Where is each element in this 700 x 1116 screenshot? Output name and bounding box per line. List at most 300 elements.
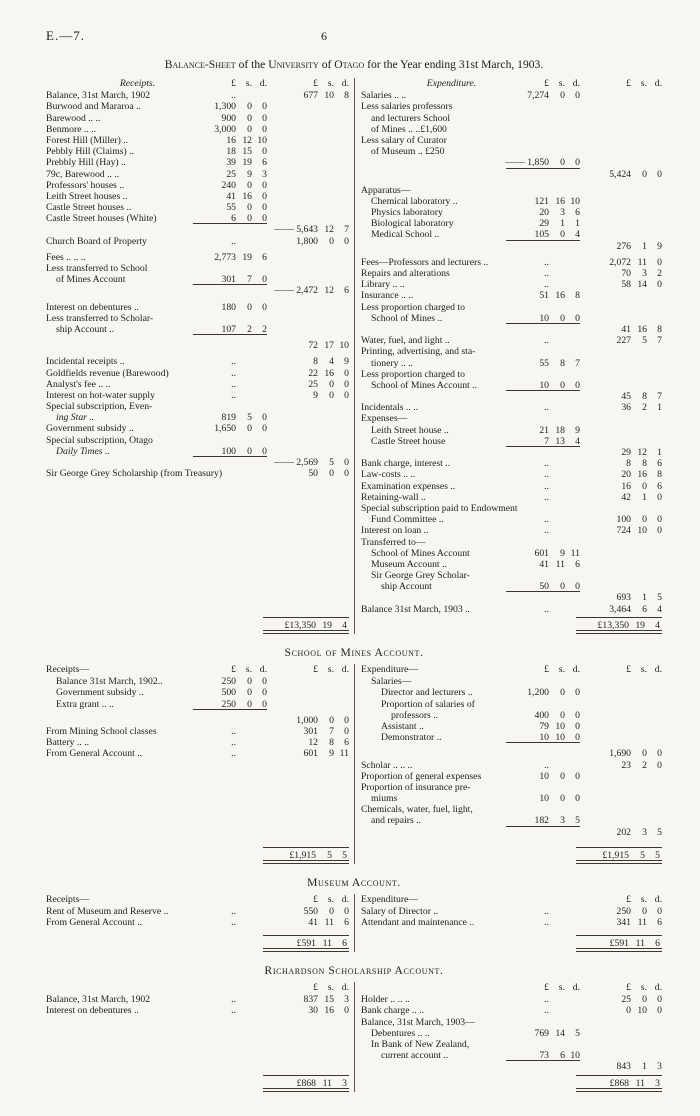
pence-value: 0 bbox=[575, 770, 580, 782]
pounds-value: 250 bbox=[616, 906, 631, 918]
shillings-value bbox=[549, 257, 565, 268]
pence-value: 0 bbox=[657, 256, 662, 268]
pence-value: d. bbox=[572, 982, 580, 993]
amount-inner-column bbox=[506, 290, 580, 301]
pence-value bbox=[565, 1005, 580, 1016]
amount-inner-column bbox=[506, 302, 580, 313]
amount-outer-column bbox=[584, 732, 662, 743]
shillings-value: s. bbox=[245, 78, 252, 89]
shillings-value bbox=[236, 726, 252, 737]
row-label: From General Account .. bbox=[46, 917, 143, 929]
museum-title: Museum Account. bbox=[307, 876, 401, 889]
row-label: Receipts— bbox=[46, 894, 90, 905]
row-label: Attendant and maintenance .. bbox=[361, 917, 475, 929]
pence-value: 0 bbox=[262, 445, 267, 457]
shillings-value: 0 bbox=[560, 157, 565, 169]
amount-outer-column bbox=[584, 302, 662, 313]
pounds-value: 6 bbox=[231, 213, 236, 225]
row-label: Proportion of insurance pre- bbox=[361, 781, 471, 793]
pounds-value: 16 bbox=[621, 480, 631, 492]
amount-inner-column bbox=[506, 782, 580, 793]
pounds-value: 276 bbox=[616, 240, 631, 252]
amount-inner-column bbox=[193, 687, 267, 698]
pounds-value: 41 bbox=[308, 917, 318, 929]
pounds-value: 550 bbox=[303, 906, 318, 918]
row-label: Director and lecturers .. bbox=[381, 687, 473, 699]
pounds-value: .. bbox=[231, 90, 236, 102]
shillings-value: 10 bbox=[637, 1005, 647, 1017]
shillings-value bbox=[549, 458, 565, 469]
shillings-value bbox=[236, 917, 252, 928]
pence-value: 8 bbox=[657, 469, 662, 481]
som-expenditure-column bbox=[354, 664, 662, 864]
pence-value: 0 bbox=[344, 725, 349, 737]
ledger-row bbox=[361, 1028, 662, 1039]
shillings-value: 10 bbox=[555, 720, 565, 732]
pence-value: 1 bbox=[657, 402, 662, 414]
pence-value: 11 bbox=[339, 748, 349, 760]
pence-value: 0 bbox=[262, 123, 267, 135]
ledger-row bbox=[361, 1061, 662, 1072]
pounds-value: .. bbox=[544, 525, 549, 537]
pence-value: 6 bbox=[657, 458, 662, 470]
pounds-value: £868 bbox=[609, 1078, 629, 1089]
amount-outer-column bbox=[576, 935, 662, 952]
amount-inner-column bbox=[193, 313, 267, 324]
shillings-value bbox=[236, 748, 252, 759]
pence-value: 0 bbox=[575, 90, 580, 102]
shillings-value: 12 bbox=[324, 285, 334, 297]
amount-inner-column bbox=[506, 1081, 580, 1092]
amount-outer-column bbox=[584, 313, 662, 324]
pence-value: d. bbox=[654, 982, 662, 993]
pounds-value: 25 bbox=[621, 994, 631, 1006]
pence-value: 7 bbox=[575, 357, 580, 369]
amount-outer-column bbox=[584, 771, 662, 782]
row-label: Balance 31st March, 1903 .. bbox=[361, 603, 470, 615]
row-label: current account .. bbox=[381, 1050, 449, 1062]
amount-inner-column bbox=[506, 257, 580, 268]
amount-outer-column bbox=[584, 380, 662, 391]
pence-value bbox=[565, 279, 580, 290]
pounds-value: 10 bbox=[539, 770, 549, 782]
shillings-value bbox=[549, 268, 565, 279]
amount-inner-column bbox=[506, 906, 580, 917]
shillings-value: 8 bbox=[329, 737, 334, 749]
pence-value: 0 bbox=[575, 687, 580, 699]
ledger-row bbox=[361, 469, 662, 480]
row-label: Chemicals, water, fuel, light, bbox=[361, 804, 473, 816]
row-label: Repairs and alterations bbox=[361, 268, 450, 279]
amount-outer-column bbox=[271, 917, 349, 928]
amount-inner-column bbox=[506, 732, 580, 743]
pence-value: 0 bbox=[262, 179, 267, 191]
row-label: Goldfields revenue (Barewood) bbox=[46, 367, 169, 379]
expenditure-column bbox=[354, 78, 662, 634]
pounds-value: 41 bbox=[539, 558, 549, 570]
amount-outer-column bbox=[584, 481, 662, 492]
pence-value: 6 bbox=[655, 938, 660, 949]
pence-value bbox=[565, 906, 580, 917]
pounds-value: £ bbox=[231, 664, 236, 675]
row-label: Analyst's fee .. .. bbox=[46, 378, 111, 390]
pence-value bbox=[252, 917, 267, 928]
row-label: Debentures .. .. bbox=[371, 1027, 430, 1039]
shillings-value: 6 bbox=[642, 603, 647, 615]
pence-value: 3 bbox=[655, 1078, 660, 1089]
pence-value: 6 bbox=[342, 938, 347, 949]
shillings-value: 19 bbox=[242, 157, 252, 169]
pounds-value: 41 bbox=[621, 323, 631, 335]
amount-inner-column bbox=[193, 715, 267, 726]
ledger-row bbox=[361, 492, 662, 503]
row-label: Sir George Grey Scholar- bbox=[371, 570, 470, 582]
row-label: Less salaries professors bbox=[361, 101, 453, 113]
ledger-row bbox=[361, 436, 662, 447]
amount-outer-column bbox=[271, 202, 349, 213]
shillings-value: 16 bbox=[324, 367, 334, 379]
pounds-value: 180 bbox=[221, 301, 236, 313]
ledger-row bbox=[46, 368, 349, 379]
amount-inner-column bbox=[506, 458, 580, 469]
ledger-row bbox=[46, 676, 349, 687]
ledger-row bbox=[46, 726, 349, 737]
pounds-value: .. bbox=[231, 235, 236, 247]
amount-outer-column bbox=[271, 994, 349, 1005]
amount-inner-column bbox=[506, 815, 580, 826]
ledger-row bbox=[361, 124, 662, 135]
ledger-row bbox=[46, 994, 349, 1005]
shillings-value bbox=[236, 236, 252, 247]
pence-value bbox=[252, 726, 267, 737]
shillings-value bbox=[549, 402, 565, 413]
pounds-value: 45 bbox=[621, 391, 631, 403]
amount-inner-column bbox=[193, 285, 267, 296]
amount-outer-column bbox=[271, 356, 349, 367]
shillings-value: 1 bbox=[642, 240, 647, 252]
ledger-row bbox=[361, 279, 662, 290]
shillings-value: 1 bbox=[560, 218, 565, 230]
amount-inner-column bbox=[193, 894, 267, 905]
amount-outer-column bbox=[584, 196, 662, 207]
amount-outer-column bbox=[584, 218, 662, 229]
amount-outer-column bbox=[584, 559, 662, 570]
ledger-row bbox=[46, 423, 349, 434]
pounds-value: 8 bbox=[626, 458, 631, 470]
amount-outer-column bbox=[271, 135, 349, 146]
shillings-value: s. bbox=[558, 78, 565, 89]
amount-inner-column bbox=[193, 368, 267, 379]
pounds-value: 250 bbox=[221, 698, 236, 710]
richardson-title: Richardson Scholarship Account. bbox=[264, 964, 444, 977]
amount-outer-column bbox=[584, 1017, 662, 1028]
pence-value bbox=[565, 760, 580, 771]
ledger-row bbox=[361, 257, 662, 268]
pounds-value: 843 bbox=[616, 1061, 631, 1073]
amount-outer-column bbox=[271, 390, 349, 401]
pounds-value: 73 bbox=[539, 1050, 549, 1062]
shillings-value: 3 bbox=[642, 826, 647, 838]
shillings-value: 0 bbox=[247, 676, 252, 688]
column-header-row bbox=[361, 894, 662, 905]
row-label: School of Mines Account bbox=[371, 547, 470, 559]
shillings-value: 16 bbox=[555, 195, 565, 207]
pounds-value: 819 bbox=[221, 412, 236, 424]
amount-inner-column bbox=[506, 369, 580, 380]
pounds-value: .. bbox=[544, 335, 549, 347]
amount-inner-column bbox=[506, 196, 580, 207]
total-row bbox=[46, 1074, 349, 1092]
pounds-value: 8 bbox=[313, 356, 318, 368]
balance-sheet-table bbox=[46, 78, 662, 634]
shillings-value bbox=[236, 356, 252, 367]
amount-inner-column bbox=[193, 213, 267, 224]
pence-value: 0 bbox=[262, 423, 267, 435]
amount-outer-column bbox=[584, 699, 662, 710]
amount-outer-column bbox=[584, 241, 662, 252]
total-row bbox=[361, 616, 662, 634]
ledger-row bbox=[46, 446, 349, 457]
ledger-row bbox=[46, 180, 349, 191]
amount-inner-column bbox=[506, 413, 580, 424]
amount-inner-column bbox=[506, 169, 580, 180]
pence-value bbox=[252, 748, 267, 759]
ledger-row bbox=[46, 191, 349, 202]
ledger-row bbox=[361, 793, 662, 804]
pounds-value: 769 bbox=[534, 1027, 549, 1039]
pounds-value: £591 bbox=[609, 938, 629, 949]
ledger-row bbox=[361, 391, 662, 402]
row-label: Special subscription, Even- bbox=[46, 401, 153, 413]
column-header-row bbox=[46, 664, 349, 675]
row-label: miums bbox=[371, 793, 398, 805]
amount-outer-column bbox=[271, 263, 349, 274]
pounds-value: .. bbox=[231, 737, 236, 749]
row-label: School of Mines .. bbox=[371, 312, 443, 324]
pounds-value: 1,200 bbox=[527, 687, 549, 699]
pounds-value: .. bbox=[231, 356, 236, 368]
pence-value: 4 bbox=[575, 229, 580, 241]
pounds-value: £13,350 bbox=[284, 620, 316, 631]
pounds-value: 70 bbox=[621, 268, 631, 279]
amount-inner-column bbox=[506, 793, 580, 804]
amount-inner-column bbox=[193, 379, 267, 390]
amount-outer-column bbox=[271, 274, 349, 285]
ledger-row bbox=[361, 804, 662, 815]
pence-value: 11 bbox=[570, 547, 580, 559]
row-label: Museum Account .. bbox=[371, 558, 447, 570]
pounds-value: 1,800 bbox=[296, 235, 318, 247]
amount-outer-column bbox=[271, 468, 349, 479]
ledger-row bbox=[361, 157, 662, 168]
amount-outer-column bbox=[584, 994, 662, 1005]
row-label: In Bank of New Zealand, bbox=[371, 1038, 470, 1050]
pence-value: 10 bbox=[570, 195, 580, 207]
pence-value bbox=[252, 906, 267, 917]
pence-value: 5 bbox=[655, 850, 660, 861]
ledger-row bbox=[361, 425, 662, 436]
richardson-expenditure-column bbox=[354, 982, 662, 1092]
amount-inner-column bbox=[506, 157, 580, 168]
amount-outer-column bbox=[584, 1061, 662, 1072]
amount-inner-column bbox=[506, 425, 580, 436]
pounds-value: 10 bbox=[539, 793, 549, 805]
amount-outer-column bbox=[584, 492, 662, 503]
pounds-value: .. bbox=[544, 458, 549, 470]
shillings-value: 19 bbox=[635, 620, 645, 631]
amount-outer-column bbox=[584, 804, 662, 815]
pence-value: 0 bbox=[657, 748, 662, 760]
amount-inner-column bbox=[193, 356, 267, 367]
amount-outer-column bbox=[584, 425, 662, 436]
pence-value: 3 bbox=[344, 994, 349, 1006]
pence-value: 6 bbox=[262, 157, 267, 169]
pounds-value: .. bbox=[544, 1005, 549, 1017]
pence-value: 0 bbox=[657, 525, 662, 537]
ledger-row bbox=[361, 146, 662, 157]
pence-value: 0 bbox=[344, 389, 349, 401]
ledger-row bbox=[46, 213, 349, 224]
shillings-value: 7 bbox=[247, 274, 252, 286]
ledger-row bbox=[361, 1039, 662, 1050]
amount-outer-column bbox=[584, 113, 662, 124]
shillings-value: s. bbox=[640, 982, 647, 993]
amount-outer-column bbox=[584, 604, 662, 615]
amount-inner-column bbox=[506, 514, 580, 525]
amount-outer-column bbox=[271, 457, 349, 468]
amount-inner-column bbox=[506, 894, 580, 905]
shillings-value: 2 bbox=[642, 402, 647, 414]
pounds-value: 25 bbox=[308, 378, 318, 390]
amount-inner-column bbox=[506, 570, 580, 581]
amount-inner-column bbox=[506, 804, 580, 815]
row-label: Interest on debentures .. bbox=[46, 301, 139, 313]
amount-outer-column bbox=[271, 340, 349, 351]
ledger-row bbox=[361, 710, 662, 721]
amount-inner-column bbox=[506, 358, 580, 369]
title-segment: Otago bbox=[334, 58, 365, 71]
pence-value: 0 bbox=[262, 676, 267, 688]
pounds-value: 1,300 bbox=[214, 101, 236, 113]
pounds-value: 12 bbox=[308, 737, 318, 749]
pounds-value: 10 bbox=[539, 379, 549, 391]
amount-outer-column bbox=[584, 346, 662, 357]
row-label: Prebbly Hill (Hay) .. bbox=[46, 157, 126, 169]
pounds-value: 301 bbox=[221, 274, 236, 286]
amount-outer-column bbox=[271, 368, 349, 379]
amount-outer-column bbox=[271, 412, 349, 423]
shillings-value bbox=[549, 1005, 565, 1016]
amount-inner-column bbox=[193, 726, 267, 737]
pence-value: 4 bbox=[342, 620, 347, 631]
ledger-row bbox=[361, 413, 662, 424]
shillings-value bbox=[549, 906, 565, 917]
pence-value: d. bbox=[341, 982, 349, 993]
pence-value: 3 bbox=[657, 1061, 662, 1073]
ledger-row bbox=[46, 236, 349, 247]
row-label: Special subscription, Otago bbox=[46, 434, 153, 446]
amount-inner-column bbox=[506, 185, 580, 196]
pounds-value: 50 bbox=[539, 581, 549, 593]
ledger-row bbox=[361, 324, 662, 335]
amount-inner-column bbox=[506, 335, 580, 346]
shillings-value bbox=[549, 525, 565, 536]
amount-outer-column bbox=[584, 917, 662, 928]
pence-value bbox=[565, 525, 580, 536]
amount-outer-column bbox=[584, 710, 662, 721]
ledger-row bbox=[361, 185, 662, 196]
pounds-value: 1,000 bbox=[296, 714, 318, 726]
ledger-row bbox=[46, 917, 349, 928]
column-header-row bbox=[46, 78, 349, 89]
ledger-row bbox=[361, 748, 662, 759]
receipts-column bbox=[46, 78, 354, 634]
amount-inner-column bbox=[193, 737, 267, 748]
pounds-value: 107 bbox=[221, 323, 236, 335]
pounds-value: —— 2,569 bbox=[274, 457, 318, 468]
ledger-row bbox=[46, 313, 349, 324]
pence-value: 5 bbox=[342, 850, 347, 861]
pounds-value: 55 bbox=[539, 357, 549, 369]
row-label: of Museum .. £250 bbox=[371, 146, 445, 158]
pounds-value: 3,000 bbox=[214, 123, 236, 135]
row-label: Castle Street houses .. bbox=[46, 202, 132, 214]
shillings-value: 14 bbox=[637, 279, 647, 291]
shillings-value: 10 bbox=[555, 732, 565, 744]
amount-inner-column bbox=[193, 906, 267, 917]
shillings-value: 0 bbox=[560, 770, 565, 782]
ledger-row bbox=[361, 537, 662, 548]
ledger-row bbox=[46, 113, 349, 124]
pence-value bbox=[252, 1005, 267, 1016]
ledger-row bbox=[46, 101, 349, 112]
pence-value: 0 bbox=[344, 367, 349, 379]
pence-value bbox=[252, 236, 267, 247]
amount-outer-column bbox=[271, 894, 349, 905]
pence-value: 6 bbox=[657, 480, 662, 492]
amount-inner-column bbox=[193, 401, 267, 412]
ledger-row bbox=[361, 1050, 662, 1061]
pounds-value: .. bbox=[231, 378, 236, 390]
pence-value: 0 bbox=[575, 709, 580, 721]
shillings-value: 3 bbox=[560, 207, 565, 219]
shillings-value bbox=[549, 994, 565, 1005]
amount-inner-column bbox=[193, 340, 267, 351]
row-label: and repairs .. bbox=[371, 815, 422, 827]
shillings-value: 0 bbox=[560, 793, 565, 805]
ledger-row bbox=[46, 252, 349, 263]
pence-value: 0 bbox=[657, 759, 662, 771]
pence-value: d. bbox=[654, 894, 662, 905]
pounds-value: 1,650 bbox=[214, 423, 236, 435]
museum-receipts-column bbox=[46, 894, 354, 952]
pounds-value: 36 bbox=[621, 402, 631, 414]
shillings-value: 11 bbox=[637, 256, 647, 268]
amount-inner-column bbox=[193, 699, 267, 710]
amount-outer-column bbox=[584, 335, 662, 346]
shillings-value: 0 bbox=[642, 168, 647, 180]
ledger-row bbox=[361, 815, 662, 826]
ledger-row bbox=[46, 169, 349, 180]
amount-outer-column bbox=[584, 982, 662, 993]
amount-inner-column bbox=[506, 481, 580, 492]
pence-value bbox=[565, 994, 580, 1005]
ledger-row bbox=[361, 481, 662, 492]
amount-outer-column bbox=[584, 721, 662, 732]
amount-outer-column bbox=[271, 124, 349, 135]
title-segment: Balance-Sheet bbox=[164, 58, 236, 71]
amount-inner-column bbox=[506, 853, 580, 864]
